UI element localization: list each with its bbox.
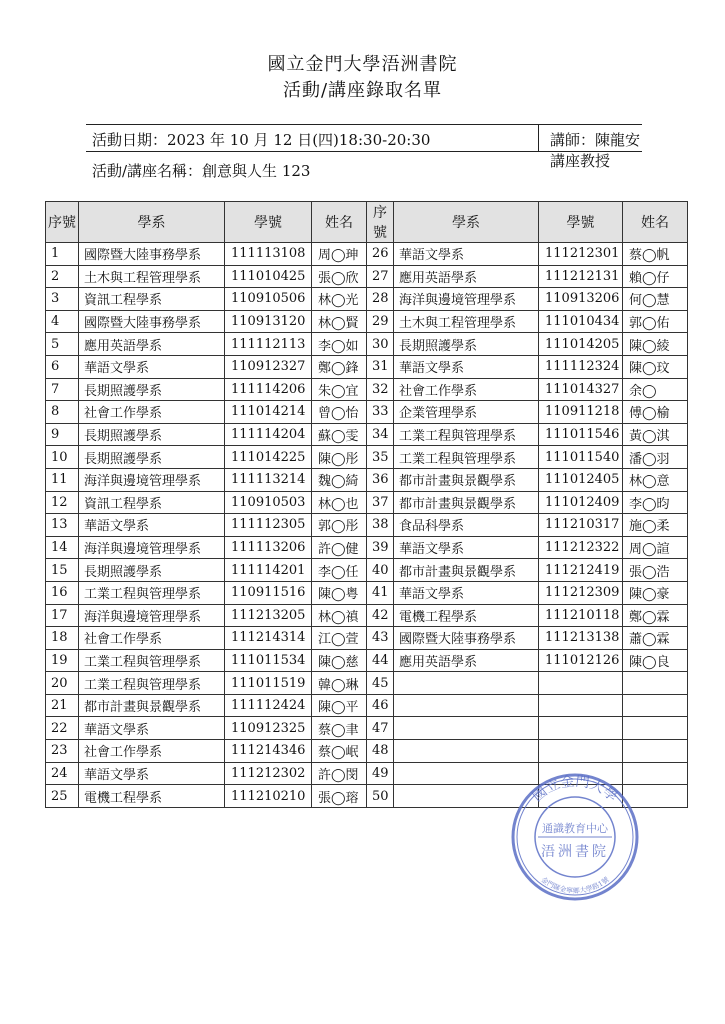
name-header: 姓名 <box>623 202 688 243</box>
dept-cell: 華語文學系 <box>79 355 225 378</box>
seq-cell: 46 <box>367 694 394 717</box>
dept-cell: 海洋與邊境管理學系 <box>79 604 225 627</box>
name-cell: 蔡◯岷 <box>312 740 367 763</box>
name-cell: 林◯賢 <box>312 310 367 333</box>
id-cell: 111213138 <box>539 627 623 650</box>
seq-cell: 7 <box>46 378 79 401</box>
dept-cell: 工業工程與管理學系 <box>79 672 225 695</box>
table-row <box>46 649 688 672</box>
dept-cell <box>394 694 539 717</box>
seal-line1: 通識教育中心 <box>542 822 608 835</box>
id-cell: 111112324 <box>539 355 623 378</box>
id-cell: 111011534 <box>225 649 312 672</box>
id-cell <box>539 672 623 695</box>
table-row <box>46 514 688 537</box>
id-cell: 111012405 <box>539 468 623 491</box>
name-cell: 蔡◯帆 <box>623 243 688 266</box>
dept-header: 學系 <box>79 202 225 243</box>
name-cell: 林◯意 <box>623 468 688 491</box>
seq-cell: 29 <box>367 310 394 333</box>
seal-line2: 浯洲書院 <box>541 844 609 860</box>
id-cell: 111112424 <box>225 694 312 717</box>
dept-header: 學系 <box>394 202 539 243</box>
seq-cell: 34 <box>367 423 394 446</box>
table-row <box>46 446 688 469</box>
table-row <box>46 355 688 378</box>
seq-cell: 31 <box>367 355 394 378</box>
dept-cell: 社會工作學系 <box>79 401 225 424</box>
name-cell: 陳◯彤 <box>312 446 367 469</box>
id-cell: 111212322 <box>539 536 623 559</box>
table-row <box>46 694 688 717</box>
seq-cell: 20 <box>46 672 79 695</box>
dept-cell: 電機工程學系 <box>79 785 225 808</box>
id-cell: 111212302 <box>225 762 312 785</box>
name-cell: 賴◯仔 <box>623 265 688 288</box>
dept-cell: 工業工程與管理學系 <box>79 649 225 672</box>
seq-cell: 6 <box>46 355 79 378</box>
dept-cell <box>394 717 539 740</box>
name-cell: 林◯禛 <box>312 604 367 627</box>
name-cell: 陳◯綾 <box>623 333 688 356</box>
table-row <box>46 536 688 559</box>
table-row <box>46 604 688 627</box>
id-cell: 111114206 <box>225 378 312 401</box>
id-cell: 111212309 <box>539 581 623 604</box>
table-row <box>46 333 688 356</box>
dept-cell: 海洋與邊境管理學系 <box>394 288 539 311</box>
seq-cell: 23 <box>46 740 79 763</box>
seq-cell: 13 <box>46 514 79 537</box>
id-cell: 111212301 <box>539 243 623 266</box>
dept-cell: 長期照護學系 <box>394 333 539 356</box>
seq-cell: 12 <box>46 491 79 514</box>
table-row <box>46 627 688 650</box>
dept-cell: 華語文學系 <box>79 717 225 740</box>
seq-cell: 15 <box>46 559 79 582</box>
seq-cell: 33 <box>367 401 394 424</box>
seq-cell: 1 <box>46 243 79 266</box>
lecturer: 講師：陳龍安講座教授 <box>550 131 641 170</box>
divider <box>538 125 539 151</box>
dept-cell: 工業工程與管理學系 <box>79 581 225 604</box>
id-cell: 110910503 <box>225 491 312 514</box>
name-cell: 周◯珅 <box>312 243 367 266</box>
dept-cell: 長期照護學系 <box>79 446 225 469</box>
seq-cell: 41 <box>367 581 394 604</box>
name-cell: 余◯ <box>623 378 688 401</box>
document-title: 國立金門大學浯洲書院 <box>267 54 458 75</box>
name-cell: 許◯閔 <box>312 762 367 785</box>
dept-cell: 海洋與邊境管理學系 <box>79 468 225 491</box>
id-cell: 111212419 <box>539 559 623 582</box>
table-row <box>46 468 688 491</box>
dept-cell: 國際暨大陸事務學系 <box>79 310 225 333</box>
seq-cell: 44 <box>367 649 394 672</box>
table-row <box>46 265 688 288</box>
id-cell: 111014225 <box>225 446 312 469</box>
seq-cell: 30 <box>367 333 394 356</box>
name-cell: 張◯瑢 <box>312 785 367 808</box>
dept-cell: 華語文學系 <box>394 243 539 266</box>
name-cell: 傅◯榆 <box>623 401 688 424</box>
dept-cell: 應用英語學系 <box>79 333 225 356</box>
dept-cell: 社會工作學系 <box>79 740 225 763</box>
id-cell: 111114204 <box>225 423 312 446</box>
seq-cell: 22 <box>46 717 79 740</box>
seq-cell: 25 <box>46 785 79 808</box>
seq-cell: 47 <box>367 717 394 740</box>
table-row <box>46 401 688 424</box>
id-cell: 110912325 <box>225 717 312 740</box>
dept-cell: 應用英語學系 <box>394 649 539 672</box>
id-cell: 111112305 <box>225 514 312 537</box>
dept-cell: 社會工作學系 <box>79 627 225 650</box>
name-cell <box>623 672 688 695</box>
table-row <box>46 581 688 604</box>
seq-cell: 49 <box>367 762 394 785</box>
seq-cell: 16 <box>46 581 79 604</box>
name-cell: 林◯也 <box>312 491 367 514</box>
seal-bottom-text: 金門縣金寧鄉大學路1號 <box>539 875 611 896</box>
dept-cell: 海洋與邊境管理學系 <box>79 536 225 559</box>
name-cell: 陳◯良 <box>623 649 688 672</box>
dept-cell: 都市計畫與景觀學系 <box>394 559 539 582</box>
name-cell: 陳◯玟 <box>623 355 688 378</box>
id-cell: 111114201 <box>225 559 312 582</box>
seq-cell: 40 <box>367 559 394 582</box>
name-cell: 張◯欣 <box>312 265 367 288</box>
dept-cell: 華語文學系 <box>79 514 225 537</box>
name-cell: 黃◯淇 <box>623 423 688 446</box>
id-cell: 111011540 <box>539 446 623 469</box>
seal-top-text: 國立金門大學 <box>529 773 621 806</box>
dept-cell: 都市計畫與景觀學系 <box>79 694 225 717</box>
event-name: 活動/講座名稱：創意與人生 123 <box>92 162 311 180</box>
seq-header: 序號 <box>46 202 79 243</box>
seq-cell: 5 <box>46 333 79 356</box>
id-cell: 110913120 <box>225 310 312 333</box>
dept-cell <box>394 740 539 763</box>
id-cell: 110913206 <box>539 288 623 311</box>
table-row <box>46 423 688 446</box>
seq-header: 序號 <box>367 202 394 243</box>
id-cell: 110912327 <box>225 355 312 378</box>
name-cell: 曾◯怡 <box>312 401 367 424</box>
name-cell <box>623 717 688 740</box>
name-cell: 張◯浩 <box>623 559 688 582</box>
name-cell: 蘇◯雯 <box>312 423 367 446</box>
id-header: 學號 <box>225 202 312 243</box>
name-cell: 江◯萱 <box>312 627 367 650</box>
seq-cell: 28 <box>367 288 394 311</box>
seq-cell: 36 <box>367 468 394 491</box>
dept-cell: 華語文學系 <box>394 581 539 604</box>
id-cell: 111212131 <box>539 265 623 288</box>
seq-cell: 50 <box>367 785 394 808</box>
id-cell: 111113108 <box>225 243 312 266</box>
dept-cell: 土木與工程管理學系 <box>79 265 225 288</box>
name-cell: 蕭◯霖 <box>623 627 688 650</box>
dept-cell: 國際暨大陸事務學系 <box>394 627 539 650</box>
seq-cell: 24 <box>46 762 79 785</box>
name-cell: 潘◯羽 <box>623 446 688 469</box>
name-cell: 鄭◯鋒 <box>312 355 367 378</box>
id-header: 學號 <box>539 202 623 243</box>
id-cell: 111210210 <box>225 785 312 808</box>
dept-cell: 食品科學系 <box>394 514 539 537</box>
roster-table <box>45 201 688 808</box>
dept-cell: 長期照護學系 <box>79 378 225 401</box>
id-cell: 111011546 <box>539 423 623 446</box>
table-header <box>46 202 688 243</box>
dept-cell: 電機工程學系 <box>394 604 539 627</box>
dept-cell: 工業工程與管理學系 <box>394 423 539 446</box>
seq-cell: 32 <box>367 378 394 401</box>
name-cell: 朱◯宜 <box>312 378 367 401</box>
id-cell: 111010434 <box>539 310 623 333</box>
dept-cell: 社會工作學系 <box>394 378 539 401</box>
seq-cell: 38 <box>367 514 394 537</box>
name-cell: 蔡◯聿 <box>312 717 367 740</box>
seq-cell: 37 <box>367 491 394 514</box>
name-cell: 陳◯平 <box>312 694 367 717</box>
name-cell: 周◯諠 <box>623 536 688 559</box>
name-cell: 許◯健 <box>312 536 367 559</box>
seq-cell: 17 <box>46 604 79 627</box>
name-cell: 何◯慧 <box>623 288 688 311</box>
name-cell: 陳◯慈 <box>312 649 367 672</box>
name-cell: 陳◯粤 <box>312 581 367 604</box>
table-row <box>46 243 688 266</box>
id-cell: 110910506 <box>225 288 312 311</box>
id-cell: 111213205 <box>225 604 312 627</box>
dept-cell: 華語文學系 <box>394 355 539 378</box>
seq-cell: 21 <box>46 694 79 717</box>
id-cell: 110911516 <box>225 581 312 604</box>
dept-cell: 都市計畫與景觀學系 <box>394 491 539 514</box>
dept-cell: 企業管理學系 <box>394 401 539 424</box>
seq-cell: 18 <box>46 627 79 650</box>
seq-cell: 45 <box>367 672 394 695</box>
id-cell: 111014205 <box>539 333 623 356</box>
dept-cell: 土木與工程管理學系 <box>394 310 539 333</box>
event-date: 活動日期：2023 年 10 月 12 日(四)18:30-20:30 <box>92 131 431 149</box>
name-cell: 郭◯佑 <box>623 310 688 333</box>
id-cell: 111014327 <box>539 378 623 401</box>
dept-cell: 資訊工程學系 <box>79 491 225 514</box>
seq-cell: 19 <box>46 649 79 672</box>
dept-cell: 應用英語學系 <box>394 265 539 288</box>
id-cell: 110911218 <box>539 401 623 424</box>
name-cell: 施◯柔 <box>623 514 688 537</box>
dept-cell: 華語文學系 <box>394 536 539 559</box>
dept-cell: 長期照護學系 <box>79 423 225 446</box>
id-cell: 111010425 <box>225 265 312 288</box>
seq-cell: 3 <box>46 288 79 311</box>
dept-cell: 都市計畫與景觀學系 <box>394 468 539 491</box>
name-cell <box>623 694 688 717</box>
seq-cell: 39 <box>367 536 394 559</box>
name-cell: 李◯如 <box>312 333 367 356</box>
id-cell: 111210317 <box>539 514 623 537</box>
dept-cell: 工業工程與管理學系 <box>394 446 539 469</box>
seq-cell: 48 <box>367 740 394 763</box>
id-cell: 111014214 <box>225 401 312 424</box>
table-row <box>46 288 688 311</box>
table-row <box>46 491 688 514</box>
dept-cell <box>394 672 539 695</box>
name-cell: 李◯昀 <box>623 491 688 514</box>
seq-cell: 11 <box>46 468 79 491</box>
id-cell: 111210118 <box>539 604 623 627</box>
table-row <box>46 378 688 401</box>
seq-cell: 43 <box>367 627 394 650</box>
name-cell: 魏◯綺 <box>312 468 367 491</box>
seq-cell: 2 <box>46 265 79 288</box>
name-cell: 李◯任 <box>312 559 367 582</box>
table-row <box>46 672 688 695</box>
dept-cell: 華語文學系 <box>79 762 225 785</box>
table-row <box>46 740 688 763</box>
id-cell: 111113206 <box>225 536 312 559</box>
seq-cell: 27 <box>367 265 394 288</box>
id-cell <box>539 740 623 763</box>
table-row <box>46 559 688 582</box>
id-cell: 111214346 <box>225 740 312 763</box>
id-cell <box>539 694 623 717</box>
document-subtitle: 活動/講座錄取名單 <box>282 80 443 101</box>
seq-cell: 9 <box>46 423 79 446</box>
name-cell: 林◯光 <box>312 288 367 311</box>
name-header: 姓名 <box>312 202 367 243</box>
id-cell: 111113214 <box>225 468 312 491</box>
seq-cell: 14 <box>46 536 79 559</box>
dept-cell: 資訊工程學系 <box>79 288 225 311</box>
dept-cell: 國際暨大陸事務學系 <box>79 243 225 266</box>
seal-stamp <box>510 772 640 902</box>
seq-cell: 35 <box>367 446 394 469</box>
seq-cell: 4 <box>46 310 79 333</box>
table-row <box>46 310 688 333</box>
id-cell: 111012409 <box>539 491 623 514</box>
id-cell: 111011519 <box>225 672 312 695</box>
seq-cell: 10 <box>46 446 79 469</box>
table-row <box>46 717 688 740</box>
seq-cell: 26 <box>367 243 394 266</box>
name-cell: 韓◯琳 <box>312 672 367 695</box>
name-cell: 陳◯豪 <box>623 581 688 604</box>
event-info-bar <box>86 124 642 170</box>
seq-cell: 42 <box>367 604 394 627</box>
seq-cell: 8 <box>46 401 79 424</box>
name-cell <box>623 740 688 763</box>
name-cell: 郭◯彤 <box>312 514 367 537</box>
name-cell: 鄭◯霖 <box>623 604 688 627</box>
id-cell: 111012126 <box>539 649 623 672</box>
id-cell <box>539 717 623 740</box>
dept-cell: 長期照護學系 <box>79 559 225 582</box>
id-cell: 111112113 <box>225 333 312 356</box>
id-cell: 111214314 <box>225 627 312 650</box>
